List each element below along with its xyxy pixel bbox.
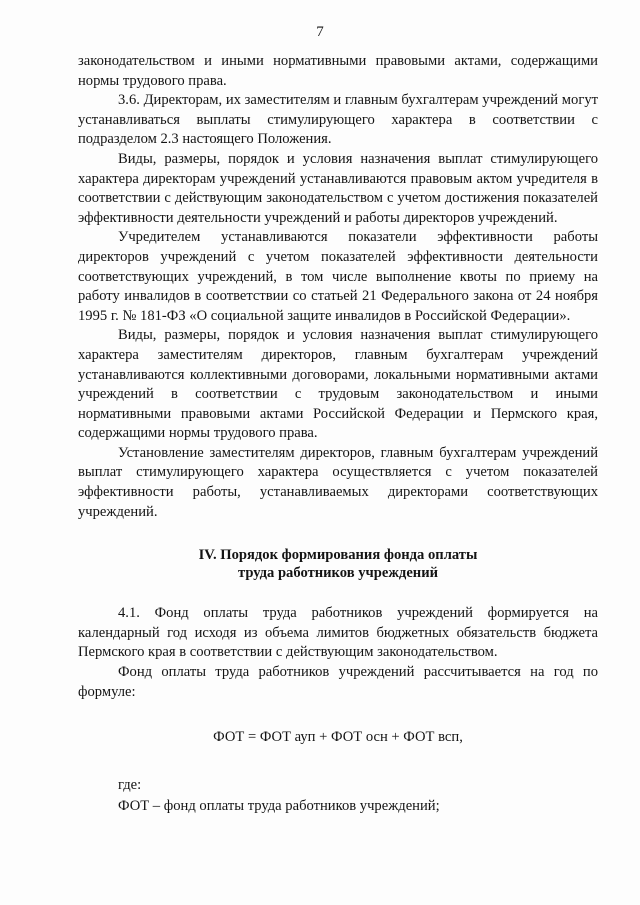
paragraphs-bottom	[78, 604, 598, 702]
paragraph: Установление заместителям директоров, главным бухгалтерам учреждений выплат стимулирующего характера осуществляется с учетом показателей эффективности работы, устанавливаемых директорами соответствующих учреждений.	[78, 444, 598, 520]
section-heading-line1: IV. Порядок формирования фонда оплаты	[198, 547, 478, 564]
definition-fot: ФОТ – фонд оплаты труда работников учреждений;	[118, 798, 440, 815]
formula: ФОТ = ФОТ ауп + ФОТ осн + ФОТ всп,	[213, 729, 463, 746]
section-heading	[78, 546, 598, 582]
paragraph: Виды, размеры, порядок и условия назначения выплат стимулирующего характера директорам учреждений устанавливаются правовым актом учредителя в соответствии с действующим законодательством с учетом достижения показателей эффективности деятельности учреждений и работы директоров учреждений.	[78, 150, 598, 226]
page-number: 7	[316, 24, 324, 40]
document-body	[78, 52, 598, 819]
paragraph: 3.6. Директорам, их заместителям и главным бухгалтерам учреждений могут устанавливаться выплаты стимулирующего характера в соответствии с подразделом 2.3 настоящего Положения.	[78, 92, 598, 148]
paragraph: 4.1. Фонд оплаты труда работников учреждений формируется на календарный год исходя из объема лимитов бюджетных обязательств бюджета Пермского края в соответствии с действующим законодательством.	[78, 605, 598, 661]
paragraph: Учредителем устанавливаются показатели эффективности работы директоров учреждений с учетом показателей эффективности деятельности соответствующих учреждений, в том числе выполнение квоты по приему на работу инвалидов в соответствии со статьей 21 Федерального закона от 24 ноября 1995 г. № 181-ФЗ «О социальной защите инвалидов в Российской Федерации».	[78, 229, 598, 324]
paragraph: Фонд оплаты труда работников учреждений рассчитывается на год по формуле:	[78, 664, 598, 700]
section-heading-line2: труда работников учреждений	[237, 565, 439, 582]
paragraphs-top	[78, 52, 598, 522]
where-label: где:	[118, 776, 142, 793]
paragraph: Виды, размеры, порядок и условия назначения выплат стимулирующего характера заместителям директоров, главным бухгалтерам учреждений устанавливаются коллективными договорами, локальными нормативными актами учреждений в соответствии с трудовым законодательством и иными нормативными правовыми актами Российской Федерации и Пермского края, содержащими нормы трудового права.	[78, 327, 598, 442]
paragraph: законодательством и иными нормативными правовыми актами, содержащими нормы трудового права.	[78, 53, 598, 89]
